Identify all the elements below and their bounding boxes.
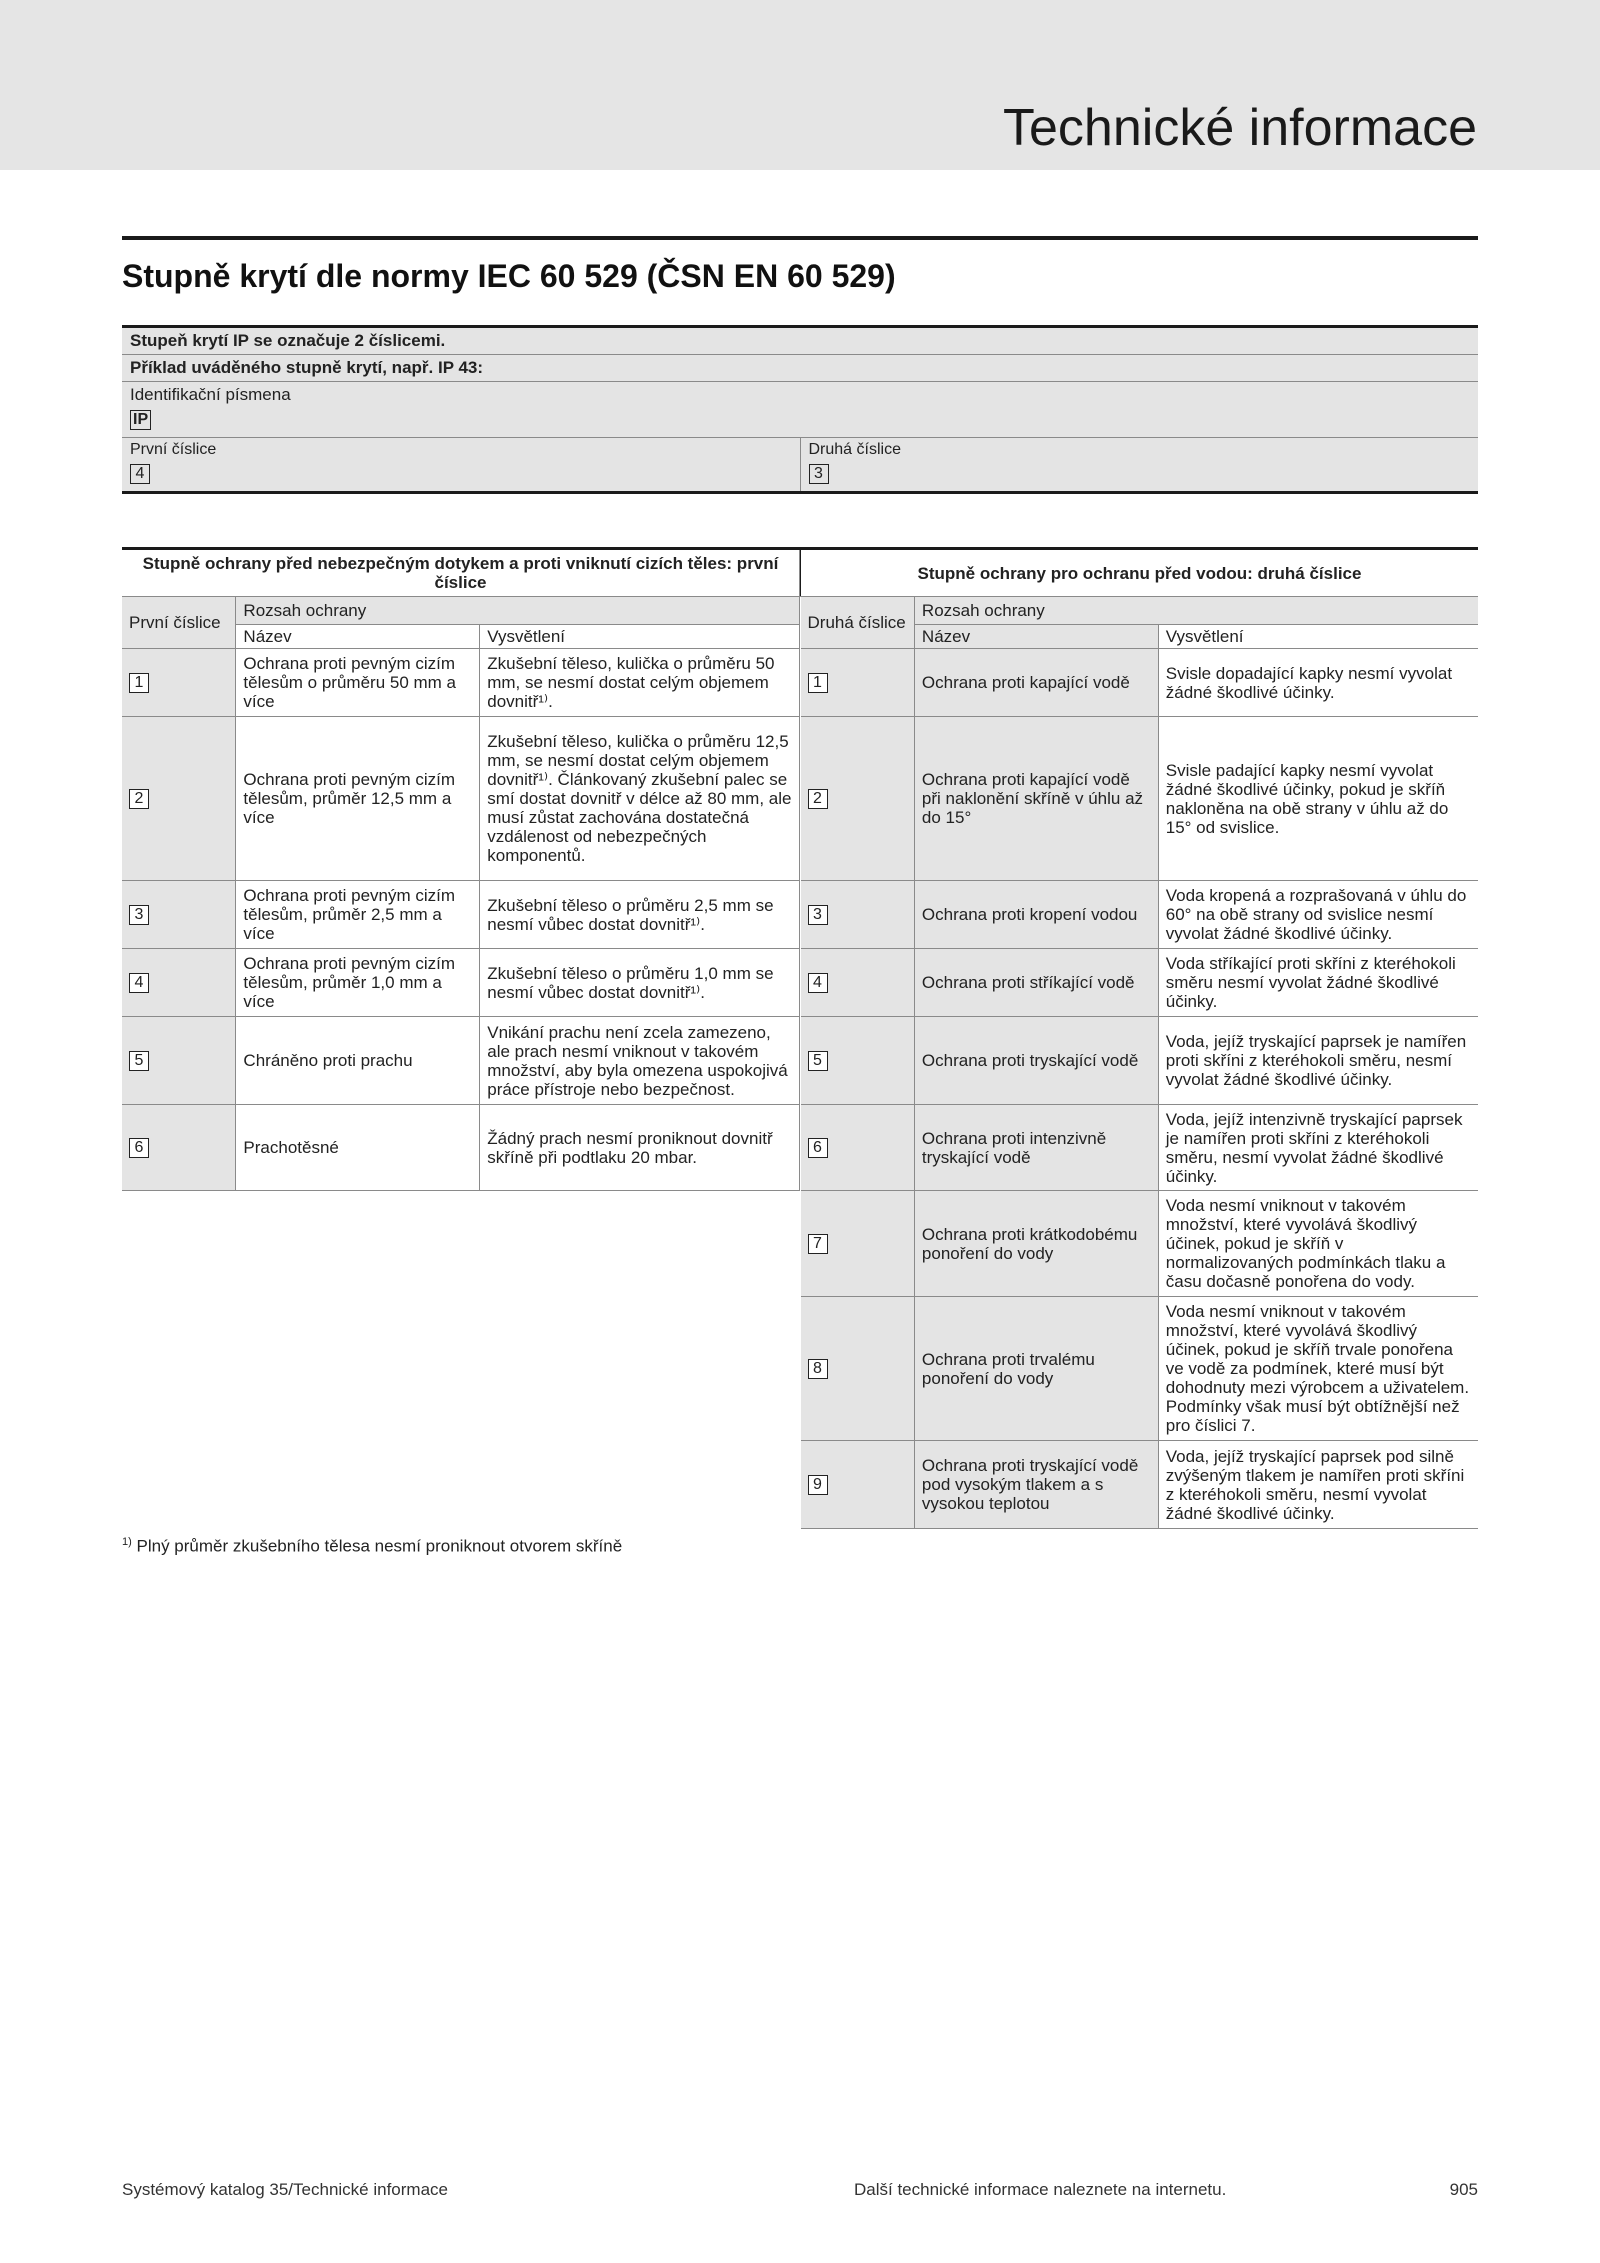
digit-box: 7: [808, 1234, 828, 1254]
table-row: [801, 881, 1479, 949]
protection-explanation: Vnikání prachu není zcela zamezeno, ale prach nesmí vniknout v takovém množství, aby byla omezena uspokojivá práce přístroje nebo bezpečnost.: [480, 1017, 800, 1105]
first-digit-cell: [122, 438, 801, 491]
footer-info: Další technické informace naleznete na internetu.: [854, 2180, 1227, 2199]
protection-name: Ochrana proti kropení vodou: [914, 881, 1158, 949]
table-row: [122, 881, 800, 949]
second-digit-box: 3: [809, 464, 829, 484]
col-header-name: Název: [914, 625, 1158, 649]
digit-box: 9: [808, 1475, 828, 1495]
table-row: [801, 1105, 1479, 1191]
col-header-range: Rozsah ochrany: [914, 597, 1478, 625]
table-row: [122, 949, 800, 1017]
digit-box: 3: [129, 905, 149, 925]
protection-name: Ochrana proti trvalému ponoření do vody: [914, 1297, 1158, 1441]
table-row: [122, 1017, 800, 1105]
col-header-name: Název: [236, 625, 480, 649]
first-digit-box: 4: [130, 464, 150, 484]
protection-explanation: Voda, jejíž intenzivně tryskající paprsek je namířen proti skříni z kteréhokoli směru, nesmí vyvolat žádné škodlivé účinky.: [1158, 1105, 1478, 1191]
ident-value-box: IP: [130, 410, 151, 430]
table-row: [122, 1105, 800, 1191]
protection-name: Chráněno proti prachu: [236, 1017, 480, 1105]
digit-box: 1: [129, 673, 149, 693]
table-row: [801, 1017, 1479, 1105]
protection-explanation: Svisle padající kapky nesmí vyvolat žádné škodlivé účinky, pokud je skříň nakloněna na obě strany v úhlu až do 15° od svislice.: [1158, 717, 1478, 881]
col-header-second-digit: Druhá číslice: [801, 597, 915, 649]
protection-name: Ochrana proti pevným cizím tělesům, průměr 12,5 mm a více: [236, 717, 480, 881]
col-header-range: Rozsah ochrany: [236, 597, 800, 625]
table-row: [801, 717, 1479, 881]
table-row: [801, 649, 1479, 717]
table-row: [801, 1441, 1479, 1529]
protection-name: Prachotěsné: [236, 1105, 480, 1191]
page-header-title: Technické informace: [1003, 99, 1477, 157]
intro-line-2: Příklad uváděného stupně krytí, např. IP 43:: [122, 355, 1478, 382]
protection-name: Ochrana proti pevným cizím tělesům o průměru 50 mm a více: [236, 649, 480, 717]
digit-box: 6: [808, 1138, 828, 1158]
digit-box: 4: [129, 973, 149, 993]
digit-box: 6: [129, 1138, 149, 1158]
first-digit-label: První číslice: [130, 441, 217, 458]
digit-box: 5: [129, 1051, 149, 1071]
protection-explanation: Voda, jejíž tryskající paprsek pod silně zvýšeným tlakem je namířen proti skříni z kteréhokoli směru, nesmí vyvolat žádné škodlivé účinky.: [1158, 1441, 1478, 1529]
protection-explanation: Voda kropená a rozprašovaná v úhlu do 60° na obě strany od svislice nesmí vyvolat žádné škodlivé účinky.: [1158, 881, 1478, 949]
table-row: [801, 1297, 1479, 1441]
second-digit-table-title: Stupně ochrany pro ochranu před vodou: druhá číslice: [801, 549, 1479, 597]
col-header-explanation: Vysvětlení: [1158, 625, 1478, 649]
first-digit-table: [122, 547, 800, 1191]
digit-box: 4: [808, 973, 828, 993]
protection-name: Ochrana proti pevným cizím tělesům, průměr 1,0 mm a více: [236, 949, 480, 1017]
footnote-text: Plný průměr zkušebního tělesa nesmí proniknout otvorem skříně: [136, 1536, 623, 1556]
protection-explanation: Zkušební těleso o průměru 2,5 mm se nesmí vůbec dostat dovnitř¹⁾.: [480, 881, 800, 949]
section-divider: [122, 236, 1478, 240]
protection-name: Ochrana proti intenzivně tryskající vodě: [914, 1105, 1158, 1191]
digit-box: 5: [808, 1051, 828, 1071]
digit-box: 1: [808, 673, 828, 693]
protection-explanation: Voda, jejíž tryskající paprsek je namířen proti skříni z kteréhokoli směru, nesmí vyvolat žádné škodlivé účinky.: [1158, 1017, 1478, 1105]
second-digit-cell: [801, 438, 1479, 491]
col-header-first-digit: První číslice: [122, 597, 236, 649]
first-digit-table-title: Stupně ochrany před nebezpečným dotykem a proti vniknutí cizích těles: první číslice: [122, 549, 800, 597]
protection-explanation: Zkušební těleso, kulička o průměru 12,5 mm, se nesmí dostat celým objemem dovnitř¹⁾. Článkovaný zkušební palec se smí dostat dovnitř v délce až 80 mm, ale musí zůstat zachována dostatečná vzdálenost od nebezpečných komponentů.: [480, 717, 800, 881]
page-number: 905: [1449, 2180, 1478, 2199]
protection-explanation: Zkušební těleso, kulička o průměru 50 mm, se nesmí dostat celým objemem dovnitř¹⁾.: [480, 649, 800, 717]
table-row: [801, 1191, 1479, 1297]
digit-box: 2: [808, 789, 828, 809]
protection-name: Ochrana proti tryskající vodě pod vysokým tlakem a s vysokou teplotou: [914, 1441, 1158, 1529]
intro-line-1: Stupeň krytí IP se označuje 2 číslicemi.: [122, 328, 1478, 355]
protection-name: Ochrana proti stříkající vodě: [914, 949, 1158, 1017]
protection-explanation: Voda nesmí vniknout v takovém množství, které vyvolává škodlivý účinek, pokud je skříň trvale ponořena ve vodě za podmínek, které musí být dohodnuty mezi výrobcem a uživatelem. Podmínky však musí být obtížnější než pro číslici 7.: [1158, 1297, 1478, 1441]
protection-explanation: Zkušební těleso o průměru 1,0 mm se nesmí vůbec dostat dovnitř¹⁾.: [480, 949, 800, 1017]
protection-name: Ochrana proti krátkodobému ponoření do vody: [914, 1191, 1158, 1297]
table-row: [122, 649, 800, 717]
digit-box: 2: [129, 789, 149, 809]
protection-name: Ochrana proti kapající vodě: [914, 649, 1158, 717]
protection-explanation: Voda stříkající proti skříni z kteréhokoli směru nesmí vyvolat žádné škodlivé účinky.: [1158, 949, 1478, 1017]
second-digit-label: Druhá číslice: [808, 441, 901, 458]
table-row: [801, 949, 1479, 1017]
ident-row: [122, 382, 1478, 438]
footnote: [122, 1536, 622, 1557]
digit-box: 3: [808, 905, 828, 925]
protection-explanation: Žádný prach nesmí proniknout dovnitř skříně při podtlaku 20 mbar.: [480, 1105, 800, 1191]
second-digit-table: [800, 547, 1478, 1529]
ip-intro-box: [122, 325, 1478, 494]
col-header-explanation: Vysvětlení: [480, 625, 800, 649]
protection-explanation: Svisle dopadající kapky nesmí vyvolat žádné škodlivé účinky.: [1158, 649, 1478, 717]
table-row: [122, 717, 800, 881]
digits-row: [122, 438, 1478, 491]
protection-name: Ochrana proti tryskající vodě: [914, 1017, 1158, 1105]
footer-catalog: Systémový katalog 35/Technické informace: [122, 2180, 448, 2199]
footnote-mark: 1): [122, 1536, 132, 1548]
protection-name: Ochrana proti kapající vodě při naklonění skříně v úhlu až do 15°: [914, 717, 1158, 881]
protection-explanation: Voda nesmí vniknout v takovém množství, které vyvolává škodlivý účinek, pokud je skříň v normalizovaných podmínkách tlaku a času dočasně ponořena do vody.: [1158, 1191, 1478, 1297]
ident-label: Identifikační písmena: [130, 385, 291, 404]
section-title: Stupně krytí dle normy IEC 60 529 (ČSN EN 60 529): [122, 258, 896, 294]
digit-box: 8: [808, 1359, 828, 1379]
protection-name: Ochrana proti pevným cizím tělesům, průměr 2,5 mm a více: [236, 881, 480, 949]
